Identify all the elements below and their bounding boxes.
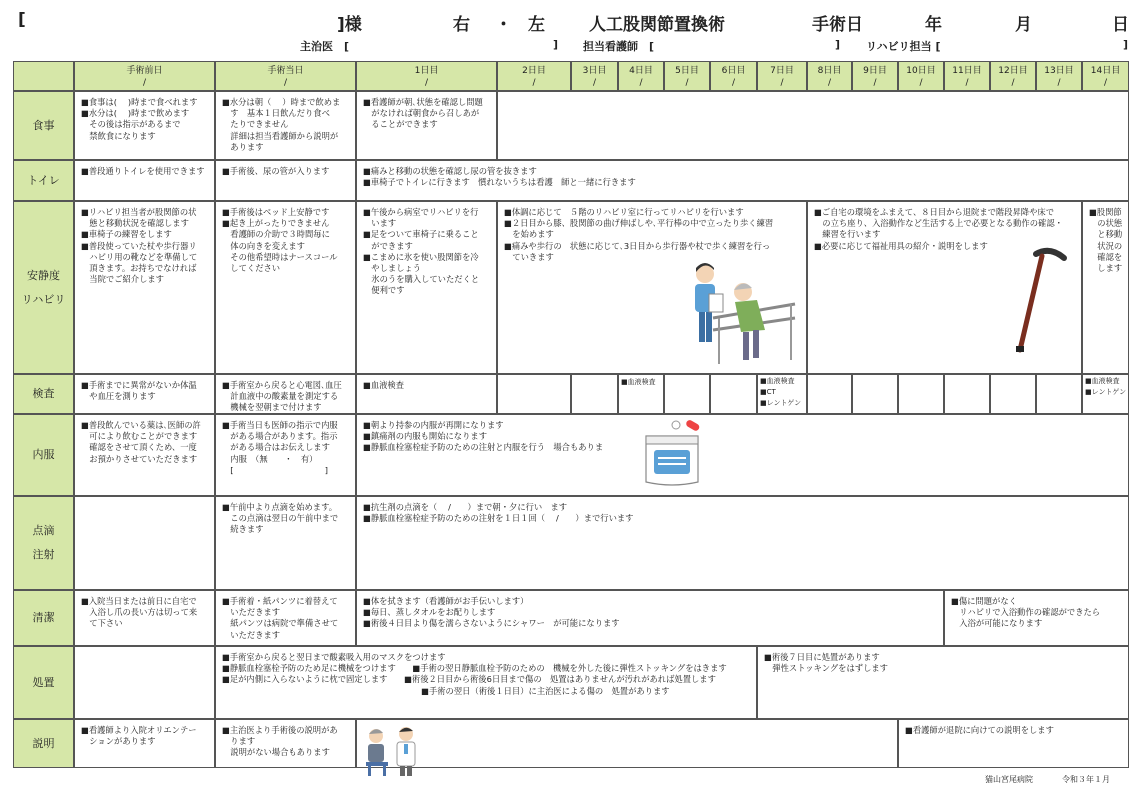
title-bracket-open: [ bbox=[18, 10, 26, 30]
title-side-right: 右 bbox=[453, 15, 470, 35]
exam-d6-cell bbox=[710, 374, 757, 414]
title-side-dot: ・ bbox=[495, 15, 512, 35]
exp-d1-cell bbox=[356, 719, 898, 768]
col-header-day4: 4日目 / bbox=[618, 61, 664, 91]
exam-d10-cell bbox=[898, 374, 944, 414]
col-header-day6: 6日目 / bbox=[710, 61, 757, 91]
exam-d7-cell: ■血液検査 ■CT ■レントゲン bbox=[757, 374, 807, 414]
corner-header bbox=[13, 61, 74, 91]
meal-pre-cell: ■食事は( )時まで食べれます ■水分は( )時まで飲めます その後は指示があるまで 禁飲食になります bbox=[74, 91, 215, 160]
nurse-close: ] bbox=[835, 38, 841, 51]
clean-day-cell: ■手術着・紙パンツに着替えて いただきます 紙パンツは病院で準備させて いただきます bbox=[215, 590, 356, 646]
doctor-close: ] bbox=[553, 38, 559, 51]
rehab-staff-label: リハビリ担当 [ bbox=[866, 40, 941, 53]
rehab-walking-illustration bbox=[683, 260, 801, 368]
doctor-consultation-illustration bbox=[362, 722, 422, 778]
revision-date: 令和３年１月 bbox=[1062, 775, 1110, 784]
exam-d4-cell: ■血液検査 bbox=[618, 374, 664, 414]
toilet-pre-cell: ■普段通りトイレを使用できます bbox=[74, 160, 215, 201]
col-header-day8: 8日目 / bbox=[807, 61, 852, 91]
col-header-day12: 12日目 / bbox=[990, 61, 1036, 91]
hospital-name: 猫山宮尾病院 bbox=[985, 775, 1033, 784]
toilet-d1-cell: ■痛みと移動の状態を確認し尿の管を抜きます ■車椅子でトイレに行きます 慣れないうちは看護 師と一緒に行きます bbox=[356, 160, 1129, 201]
meal-day-cell: ■水分は朝（ ）時まで飲めま す 基本１日飲んだり食べ たりできません 詳細は担当看護師から説明が あります bbox=[215, 91, 356, 160]
exam-d14-cell: ■血液検査 ■レントゲン bbox=[1082, 374, 1129, 414]
row-header-medicine: 内服 bbox=[13, 414, 74, 496]
col-header-surgery-day: 手術当日 / bbox=[215, 61, 356, 91]
col-header-day5: 5日目 / bbox=[664, 61, 710, 91]
med-d1-cell: ■朝より持参の内服が再開になります ■鎮痛剤の内服も開始になります ■静脈血栓塞栓症予防のための注射と内服を行う 場合もありま bbox=[356, 414, 1129, 496]
title-month: 月 bbox=[1015, 15, 1032, 35]
row-header-drip: 点滴 注射 bbox=[13, 496, 74, 590]
col-header-day13: 13日目 / bbox=[1036, 61, 1082, 91]
row-header-toilet: トイレ bbox=[13, 160, 74, 201]
rehab-pre-cell: ■リハビリ担当者が股関節の状 態と移動状況を確認します ■車椅子の練習をします ■普段使っていた杖や歩行器リ ハビリ用の靴などを準備して 頂きます。お持ちでなければ 当院でご紹介します bbox=[74, 201, 215, 374]
treat-pre-cell bbox=[74, 646, 215, 719]
med-pre-cell: ■普段飲んでいる薬は､医師の許 可により飲むことができます 確認をさせて頂くため、一度 お預かりさせていただきます bbox=[74, 414, 215, 496]
rehab-d2-cell: ■体調に応じて ５階のリハビリ室に行ってリハビリを行います ■２日目から膝、股関節の曲げ伸ばしや､平行棒の中で立ったり歩く練習 を始めます ■痛みや歩行の 状態に応じて､3日目から歩行器や杖で歩く練習を行っ ていきます bbox=[497, 201, 807, 374]
rehab-d8-cell: ■ご自宅の環境をふまえて、８日目から退院まで階段昇降や床で の立ち座り、入浴動作など生活する上で必要となる動作の確認・ 練習を行います ■必要に応じて福祉用具の紹介・説明をします bbox=[807, 201, 1082, 374]
exam-d9-cell bbox=[852, 374, 898, 414]
nurse-label: 担当看護師 [ bbox=[583, 40, 655, 53]
title-surgery-day: 手術日 bbox=[812, 15, 863, 35]
treat-d7-cell: ■術後７日目に処置があります 弾性ストッキングをはずします bbox=[757, 646, 1129, 719]
title-procedure: 人工股関節置換術 bbox=[589, 15, 725, 35]
exam-d3-cell bbox=[571, 374, 618, 414]
exp-day-cell: ■主治医より手術後の説明があ ります 説明がない場合もあります bbox=[215, 719, 356, 768]
col-header-day7: 7日目 / bbox=[757, 61, 807, 91]
exam-d11-cell bbox=[944, 374, 990, 414]
clean-d1-cell: ■体を拭きます（看護師がお手伝いします） ■毎日、蒸しタオルをお配りします ■術後４日目より傷を濡らさないようにシャワー が可能になります bbox=[356, 590, 944, 646]
drip-d1-cell: ■抗生剤の点滴を（ / ）まで朝・夕に行い ます ■静脈血栓塞栓症予防のための注射を１日１回（ / ）まで行います bbox=[356, 496, 1129, 590]
rehab-d1-cell: ■午後から病室でリハビリを行 います ■足をついて車椅子に乗ること ができます ■こまめに氷を使い股関節を冷 やしましょう 氷のうを購入していただくと 便利です bbox=[356, 201, 497, 374]
exam-d5-cell bbox=[664, 374, 710, 414]
exam-d1-cell: ■血液検査 bbox=[356, 374, 497, 414]
meal-d2-cell bbox=[497, 91, 1129, 160]
medicine-bag-illustration bbox=[640, 418, 704, 490]
exam-day-cell: ■手術室から戻ると心電図､血圧 計血液中の酸素量を測定する 機械を翌朝まで付けます bbox=[215, 374, 356, 414]
title-patient-suffix: ]様 bbox=[337, 15, 362, 35]
rehab-d14-cell: ■股関節 の状態 と移動 状況の 確認を します bbox=[1082, 201, 1129, 374]
title-side-left: 左 bbox=[528, 15, 545, 35]
med-day-cell: ■手術当日も医師の指示で内服 がある場合があります。指示 がある場合はお伝えします 内服 （無 ・ 有） [ ] bbox=[215, 414, 356, 496]
row-header-treatment: 処置 bbox=[13, 646, 74, 719]
clean-pre-cell: ■入院当日または前日に自宅で 入浴し爪の長い方は切って来 て下さい bbox=[74, 590, 215, 646]
row-header-rehab: 安静度 リハビリ bbox=[13, 201, 74, 374]
exam-d8-cell bbox=[807, 374, 852, 414]
treat-day-cell: ■手術室から戻ると翌日まで酸素吸入用のマスクをつけます ■静脈血栓塞栓予防のため足に機械をつけます ■手術の翌日静脈血栓予防のための 機械を外した後に弾性ストッキングをはきます ■足が内側に入らないように枕で固定します ■術後２日目から術後6日目まで傷の 処置はありませんが汚れがあれば処置します ■手術の翌日（術後１日目）に主治医による傷の 処置があります bbox=[215, 646, 757, 719]
col-header-day1: 1日目 / bbox=[356, 61, 497, 91]
row-header-explain: 説明 bbox=[13, 719, 74, 768]
drip-pre-cell bbox=[74, 496, 215, 590]
rehab-day-cell: ■手術後はベッド上安静です ■起き上がったりできません 看護師の介助で３時間毎に 体の向きを変えます その他希望時はナースコール してください bbox=[215, 201, 356, 374]
col-header-day11: 11日目 / bbox=[944, 61, 990, 91]
doctor-label: 主治医 [ bbox=[300, 40, 350, 53]
drip-day-cell: ■午前中より点滴を始めます。 この点滴は翌日の午前中まで 続きます bbox=[215, 496, 356, 590]
exam-d13-cell bbox=[1036, 374, 1082, 414]
col-header-pre: 手術前日 / bbox=[74, 61, 215, 91]
exam-d2-cell bbox=[497, 374, 571, 414]
col-header-day3: 3日目 / bbox=[571, 61, 618, 91]
title-year: 年 bbox=[925, 15, 942, 35]
col-header-day9: 9日目 / bbox=[852, 61, 898, 91]
exp-pre-cell: ■看護師より入院オリエンテー ションがあります bbox=[74, 719, 215, 768]
exp-d10-cell: ■看護師が退院に向けての説明をします bbox=[898, 719, 1129, 768]
toilet-day-cell: ■手術後、尿の管が入ります bbox=[215, 160, 356, 201]
clean-d11-cell: ■傷に問題がなく リハビリで入浴動作の確認ができたら 入浴が可能になります bbox=[944, 590, 1129, 646]
col-header-day10: 10日目 / bbox=[898, 61, 944, 91]
rehab-staff-close: ] bbox=[1123, 38, 1129, 51]
row-header-meal: 食事 bbox=[13, 91, 74, 160]
row-header-clean: 清潔 bbox=[13, 590, 74, 646]
col-header-day2: 2日目 / bbox=[497, 61, 571, 91]
exam-d12-cell bbox=[990, 374, 1036, 414]
cane-illustration bbox=[1010, 246, 1070, 358]
row-header-exam: 検査 bbox=[13, 374, 74, 414]
title-day: 日 bbox=[1112, 15, 1129, 35]
meal-d1-cell: ■看護師が朝､状態を確認し問題 がなければ朝食から召しあが ることができます bbox=[356, 91, 497, 160]
col-header-day14: 14日目 / bbox=[1082, 61, 1129, 91]
exam-pre-cell: ■手術までに異常がないか体温 や血圧を測ります bbox=[74, 374, 215, 414]
